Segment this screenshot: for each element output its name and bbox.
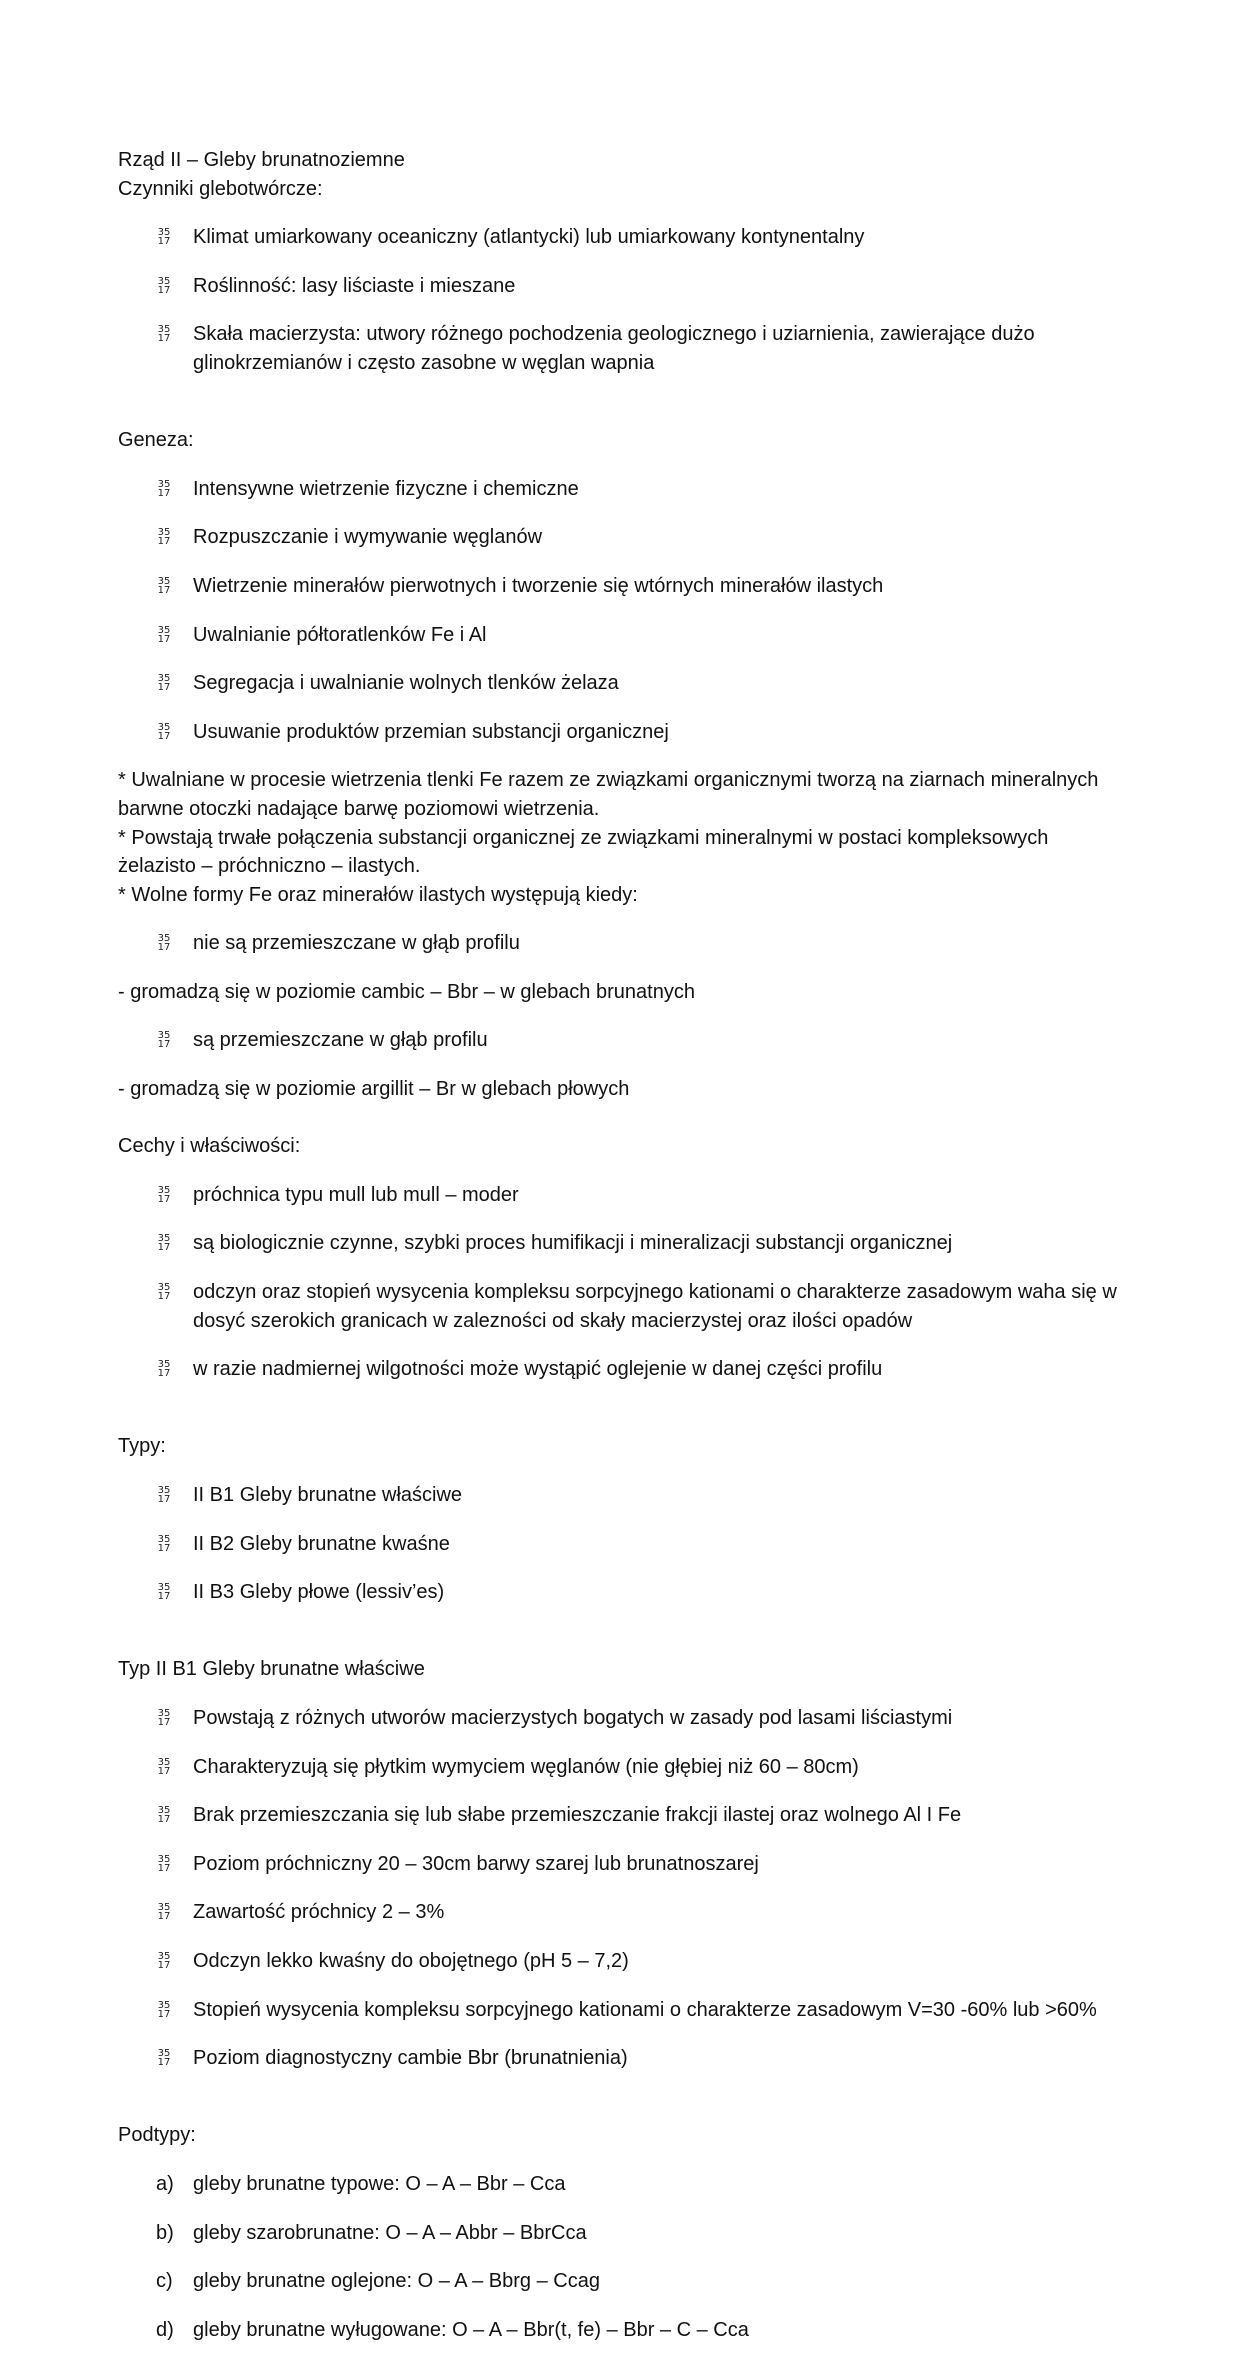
bullet-icon: 35 17 bbox=[157, 2048, 171, 2069]
list-item: 35 17 II B1 Gleby brunatne właściwe bbox=[157, 1484, 463, 1506]
bullet-icon: 35 17 bbox=[157, 275, 171, 296]
czynniki-heading: Czynniki glebotwórcze: bbox=[118, 177, 323, 200]
list-item: 35 17 Poziom diagnostyczny cambie Bbr (brunatnienia) bbox=[157, 2047, 628, 2070]
list-item: 35 17 Brak przemieszczania się lub słabe przemieszczanie frakcji ilastej oraz wolnego Al I Fe bbox=[157, 1804, 962, 1827]
list-item: 35 17 Skała macierzysta: utwory różnego pochodzenia geologicznego i uziarnienia, zawierające dużo glinokrzemianów i często zasobne w węglan wapnia bbox=[157, 323, 1035, 374]
list-item: 35 17 Poziom próchniczny 20 – 30cm barwy szarej lub brunatnoszarej bbox=[157, 1852, 759, 1875]
list-item: 35 17 Klimat umiarkowany oceaniczny (atlantycki) lub umiarkowany kontynentalny bbox=[157, 226, 865, 249]
lettered-item: b) gleby szarobrunatne: O – A – Abbr – BbrCca bbox=[156, 2221, 587, 2244]
bullet-icon: 35 17 bbox=[157, 227, 171, 248]
list-item: 35 17 Wietrzenie minerałów pierwotnych i tworzenie się wtórnych minerałów ilastych bbox=[157, 574, 884, 597]
bullet-icon: 35 17 bbox=[157, 527, 171, 548]
document-page bbox=[118, 146, 1128, 2364]
bullet-icon: 35 17 bbox=[157, 1582, 171, 1603]
list-item: 35 17 nie są przemieszczane w głąb profilu bbox=[157, 932, 520, 955]
typy-heading: Typy: bbox=[118, 1435, 166, 1458]
bullet-icon: 35 17 bbox=[157, 1233, 171, 1254]
cechy-heading: Cechy i właściwości: bbox=[118, 1135, 301, 1158]
list-item: 35 17 Uwalnianie półtoratlenków Fe i Al bbox=[157, 623, 487, 646]
typ-b1-list bbox=[118, 1704, 1128, 2073]
bullet-icon: 35 17 bbox=[157, 673, 171, 694]
czynniki-list bbox=[118, 223, 1128, 377]
list-item: 35 17 Rozpuszczanie i wymywanie węglanów bbox=[157, 526, 543, 549]
bullet-icon: 35 17 bbox=[157, 1485, 171, 1505]
bullet-icon: 35 17 bbox=[157, 478, 171, 499]
podtypy-heading: Podtypy: bbox=[118, 2124, 196, 2147]
cechy-list bbox=[118, 1181, 1128, 1384]
list-item: 35 17 są przemieszczane w głąb profilu bbox=[157, 1029, 488, 1052]
bullet-icon: 35 17 bbox=[157, 1805, 171, 1826]
list-item: 35 17 Intensywne wietrzenie fizyczne i chemiczne bbox=[157, 477, 579, 500]
lettered-item: d) gleby brunatne wyługowane: O – A – Bbr(t, fe) – Bbr – C – Cca bbox=[156, 2318, 749, 2341]
bullet-icon: 35 17 bbox=[157, 1359, 171, 1380]
case-result: - gromadzą się w poziomie argillit – Br w glebach płowych bbox=[118, 1078, 630, 1101]
bullet-icon: 35 17 bbox=[157, 1999, 171, 2020]
bullet-icon: 35 17 bbox=[157, 1282, 171, 1303]
bullet-icon: 35 17 bbox=[157, 1533, 171, 1554]
geneza-note: * Uwalniane w procesie wietrzenia tlenki Fe razem ze związkami organicznymi tworzą na ziarnach mineralnych barwne otoczki nadające barwę poziomowi wietrzenia. bbox=[118, 769, 1099, 820]
list-item: 35 17 Roślinność: lasy liściaste i mieszane bbox=[157, 274, 516, 297]
document-title: Rząd II – Gleby brunatnoziemne bbox=[118, 149, 405, 171]
list-item: 35 17 w razie nadmiernej wilgotności może wystąpić oglejenie w danej części profilu bbox=[157, 1358, 883, 1381]
podtypy-list bbox=[118, 2170, 1128, 2344]
lettered-item: a) gleby brunatne typowe: O – A – Bbr – Cca bbox=[156, 2172, 566, 2195]
geneza-note: * Powstają trwałe połączenia substancji organicznej ze związkami mineralnymi w postaci kompleksowych żelazisto – próchniczno – ilastych. bbox=[118, 826, 1049, 878]
geneza-note: * Wolne formy Fe oraz minerałów ilastych występują kiedy: bbox=[118, 883, 638, 906]
typ-b1-heading: Typ II B1 Gleby brunatne właściwe bbox=[118, 1658, 425, 1681]
lettered-item: c) gleby brunatne oglejone: O – A – Bbrg – Ccag bbox=[156, 2270, 600, 2293]
bullet-icon: 35 17 bbox=[157, 1707, 171, 1728]
list-item: 35 17 są biologicznie czynne, szybki proces humifikacji i mineralizacji substancji organicznej bbox=[157, 1232, 953, 1255]
list-item: 35 17 II B2 Gleby brunatne kwaśne bbox=[157, 1532, 450, 1555]
bullet-icon: 35 17 bbox=[157, 1756, 171, 1777]
bullet-icon: 35 17 bbox=[157, 1030, 171, 1051]
list-item: 35 17 Stopień wysycenia kompleksu sorpcyjnego kationami o charakterze zasadowym V=30 -60% lub >60% bbox=[157, 1998, 1097, 2021]
list-item: 35 17 Segregacja i uwalnianie wolnych tlenków żelaza bbox=[157, 672, 619, 695]
list-item: 35 17 Charakteryzują się płytkim wymyciem węglanów (nie głębiej niż 60 – 80cm) bbox=[157, 1755, 859, 1778]
list-item: 35 17 II B3 Gleby płowe (lessiv’es) bbox=[157, 1581, 445, 1604]
bullet-icon: 35 17 bbox=[157, 721, 171, 742]
geneza-list bbox=[118, 475, 1128, 747]
bullet-icon: 35 17 bbox=[157, 1902, 171, 1923]
bullet-icon: 35 17 bbox=[157, 933, 171, 954]
geneza-heading: Geneza: bbox=[118, 429, 194, 452]
list-item: 35 17 Usuwanie produktów przemian substancji organicznej bbox=[157, 720, 669, 743]
list-item: 35 17 odczyn oraz stopień wysycenia kompleksu sorpcyjnego kationami o charakterze zasadowym waha się w dosyć szerokich granicach w zalezności od skały macierzystej oraz ilości opadów bbox=[157, 1281, 1117, 1332]
bullet-icon: 35 17 bbox=[157, 1950, 171, 1971]
bullet-icon: 35 17 bbox=[157, 624, 171, 645]
bullet-icon: 35 17 bbox=[157, 1184, 171, 1205]
bullet-icon: 35 17 bbox=[157, 324, 171, 345]
list-item: 35 17 Powstają z różnych utworów macierzystych bogatych w zasady pod lasami liściastymi bbox=[157, 1706, 953, 1729]
typy-list bbox=[118, 1481, 1128, 1607]
list-item: 35 17 Odczyn lekko kwaśny do obojętnego (pH 5 – 7,2) bbox=[157, 1949, 629, 1972]
bullet-icon: 35 17 bbox=[157, 575, 171, 596]
case-result: - gromadzą się w poziomie cambic – Bbr – w glebach brunatnych bbox=[118, 980, 695, 1003]
list-item: 35 17 Zawartość próchnicy 2 – 3% bbox=[157, 1901, 445, 1924]
bullet-icon: 35 17 bbox=[157, 1853, 171, 1874]
list-item: 35 17 próchnica typu mull lub mull – moder bbox=[157, 1183, 519, 1206]
